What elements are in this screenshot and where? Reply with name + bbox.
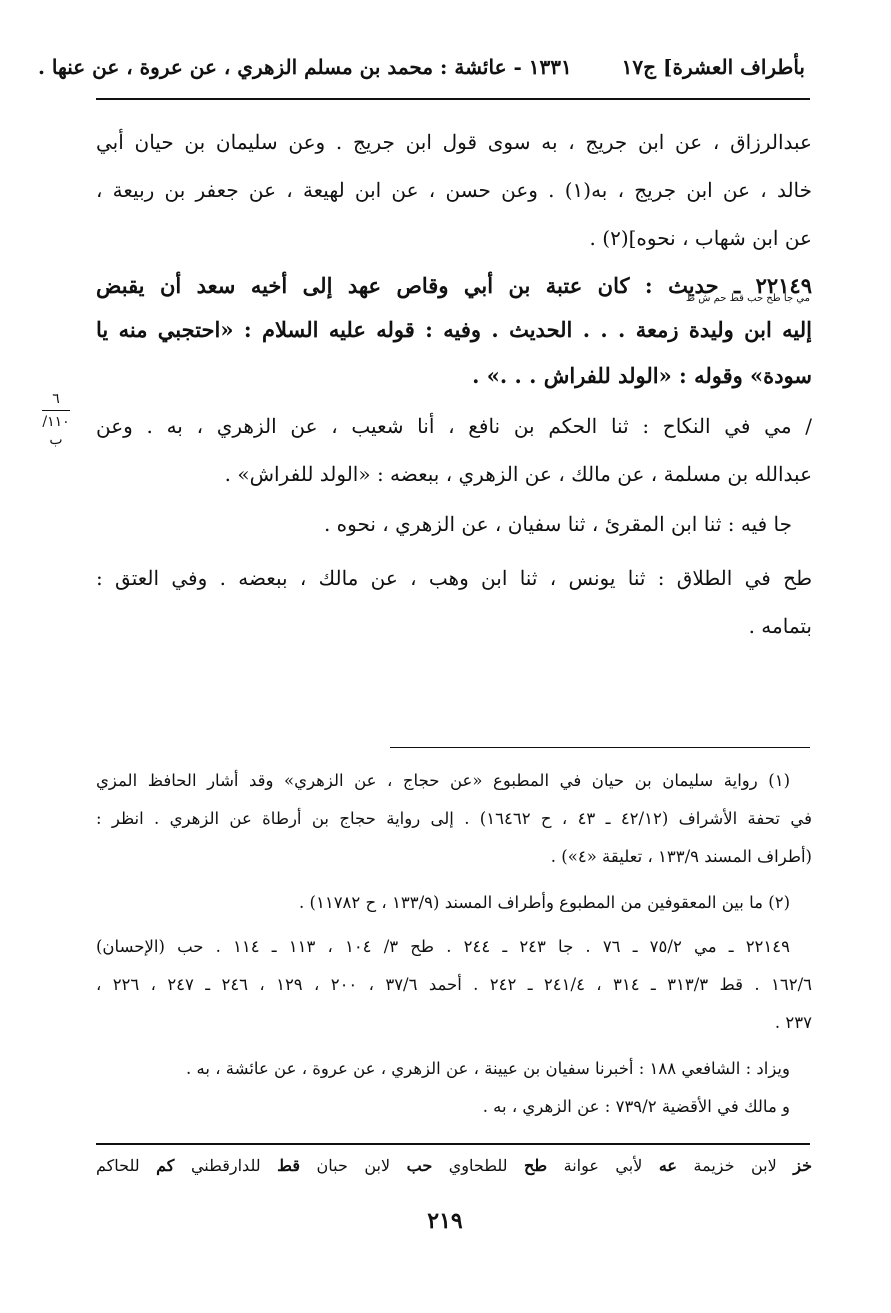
takhrij-note <box>96 928 812 1042</box>
text-line: جا فيه : ثنا ابن المقرئ ، ثنا سفيان ، عن الزهري ، نحوه . <box>323 512 792 536</box>
source-ja-paragraph <box>96 500 812 548</box>
abbr-item: عه لأبي عوانة <box>563 1156 677 1175</box>
page-number: ٢١٩ <box>427 1208 463 1234</box>
margin-number: ٦ <box>52 391 60 407</box>
hadith-entry-cont <box>96 306 812 398</box>
header-rule <box>96 98 810 100</box>
text-line: بتمامه . <box>748 614 812 638</box>
footnote-2 <box>96 884 812 922</box>
abbreviation-key <box>96 1156 812 1175</box>
text-line: عبدالرزاق ، عن ابن جريج ، به سوى قول ابن جريج . وعن سليمان بن حيان أبي <box>96 130 812 154</box>
footnote-line: (١) رواية سليمان بن حيان في المطبوع «عن حجاج ، عن الزهري» وقد أشار الحافظ المزي <box>96 771 790 790</box>
header-volume: بأطراف العشرة] ج١٧ <box>621 55 805 79</box>
hadith-line: ٢٢١٤٩ ـ حديث : كان عتبة بن أبي وقاص عهد إلى أخيه سعد أن يقبض <box>96 273 812 298</box>
abbr-item: خز لابن خزيمة <box>693 1156 812 1175</box>
footnote-line: ويزاد : الشافعي ١٨٨ : أخبرنا سفيان بن عيينة ، عن الزهري ، عن عروة ، عن عائشة ، به . <box>186 1059 790 1078</box>
margin-manuscript-ref <box>36 390 76 449</box>
abbr-item: قط للدارقطني <box>190 1156 300 1175</box>
abbr-item: حب لابن حبان <box>316 1156 433 1175</box>
source-tah-paragraph <box>96 554 812 650</box>
footnote-line: و مالك في الأقضية ٧٣٩/٢ : عن الزهري ، به . <box>482 1097 790 1116</box>
abbreviation-rule <box>96 1143 810 1145</box>
hadith-line: إليه ابن وليدة زمعة . . . الحديث . وفيه : قوله عليه السلام : «احتجبي منه يا <box>96 317 812 342</box>
footnote-line: ١٦٢/٦ . قط ٣١٣/٣ ـ ٣١٤ ، ٢٤١/٤ ـ ٢٤٢ . أحمد ٣٧/٦ ، ٢٠٠ ، ١٢٩ ، ٢٤٦ ـ ٢٤٧ ، ٢٢٦ ، <box>96 975 812 994</box>
text-line: / مي في النكاح : ثنا الحكم بن نافع ، أنا شعيب ، عن الزهري ، به . وعن <box>96 414 812 438</box>
margin-divider <box>42 410 70 411</box>
footnote-line: (أطراف المسند ١٣٣/٩ ، تعليقة «٤») . <box>550 847 812 866</box>
text-line: عن ابن شهاب ، نحوه](٢) . <box>589 226 812 250</box>
running-header <box>37 55 805 79</box>
footnote-line: في تحفة الأشراف (٤٢/١٢ ـ ٤٣ ، ح ١٦٤٦٢) . إلى رواية حجاج بن أرطاة عن الزهري . انظر : <box>96 809 812 828</box>
additional-sources-note <box>96 1050 812 1126</box>
header-chapter: ١٣٣١ - عائشة : محمد بن مسلم الزهري ، عن عروة ، عن عنها . <box>37 55 572 79</box>
source-sigla: مي جا طح حب قط حم ش ط <box>685 293 810 304</box>
text-line: خالد ، عن ابن جريج ، به(١) . وعن حسن ، عن ابن لهيعة ، عن جعفر بن ربيعة ، <box>96 178 812 202</box>
footnote-1 <box>96 762 812 876</box>
footnote-line: (٢) ما بين المعقوفين من المطبوع وأطراف المسند (١٣٣/٩ ، ح ١١٧٨٢) . <box>299 893 790 912</box>
source-mi-paragraph <box>96 402 812 498</box>
footnote-line: ٢٣٧ . <box>774 1013 812 1032</box>
continuation-paragraph <box>96 118 812 262</box>
abbr-item: كم للحاكم <box>96 1156 175 1175</box>
text-line: طح في الطلاق : ثنا يونس ، ثنا ابن وهب ، عن مالك ، ببعضه . وفي العتق : <box>96 566 812 590</box>
footnote-separator <box>390 747 810 748</box>
text-line: عبدالله بن مسلمة ، عن مالك ، عن الزهري ، ببعضه : «الولد للفراش» . <box>224 462 812 486</box>
abbr-item: طح للطحاوي <box>448 1156 548 1175</box>
margin-folio: ١١٠/ب <box>42 414 70 448</box>
hadith-line: سودة» وقوله : «الولد للفراش . . .» . <box>472 363 812 388</box>
footnote-line: ٢٢١٤٩ ـ مي ٧٥/٢ ـ ٧٦ . جا ٢٤٣ ـ ٢٤٤ . طح ٣/ ١٠٤ ، ١١٣ ـ ١١٤ . حب (الإحسان) <box>96 937 790 956</box>
